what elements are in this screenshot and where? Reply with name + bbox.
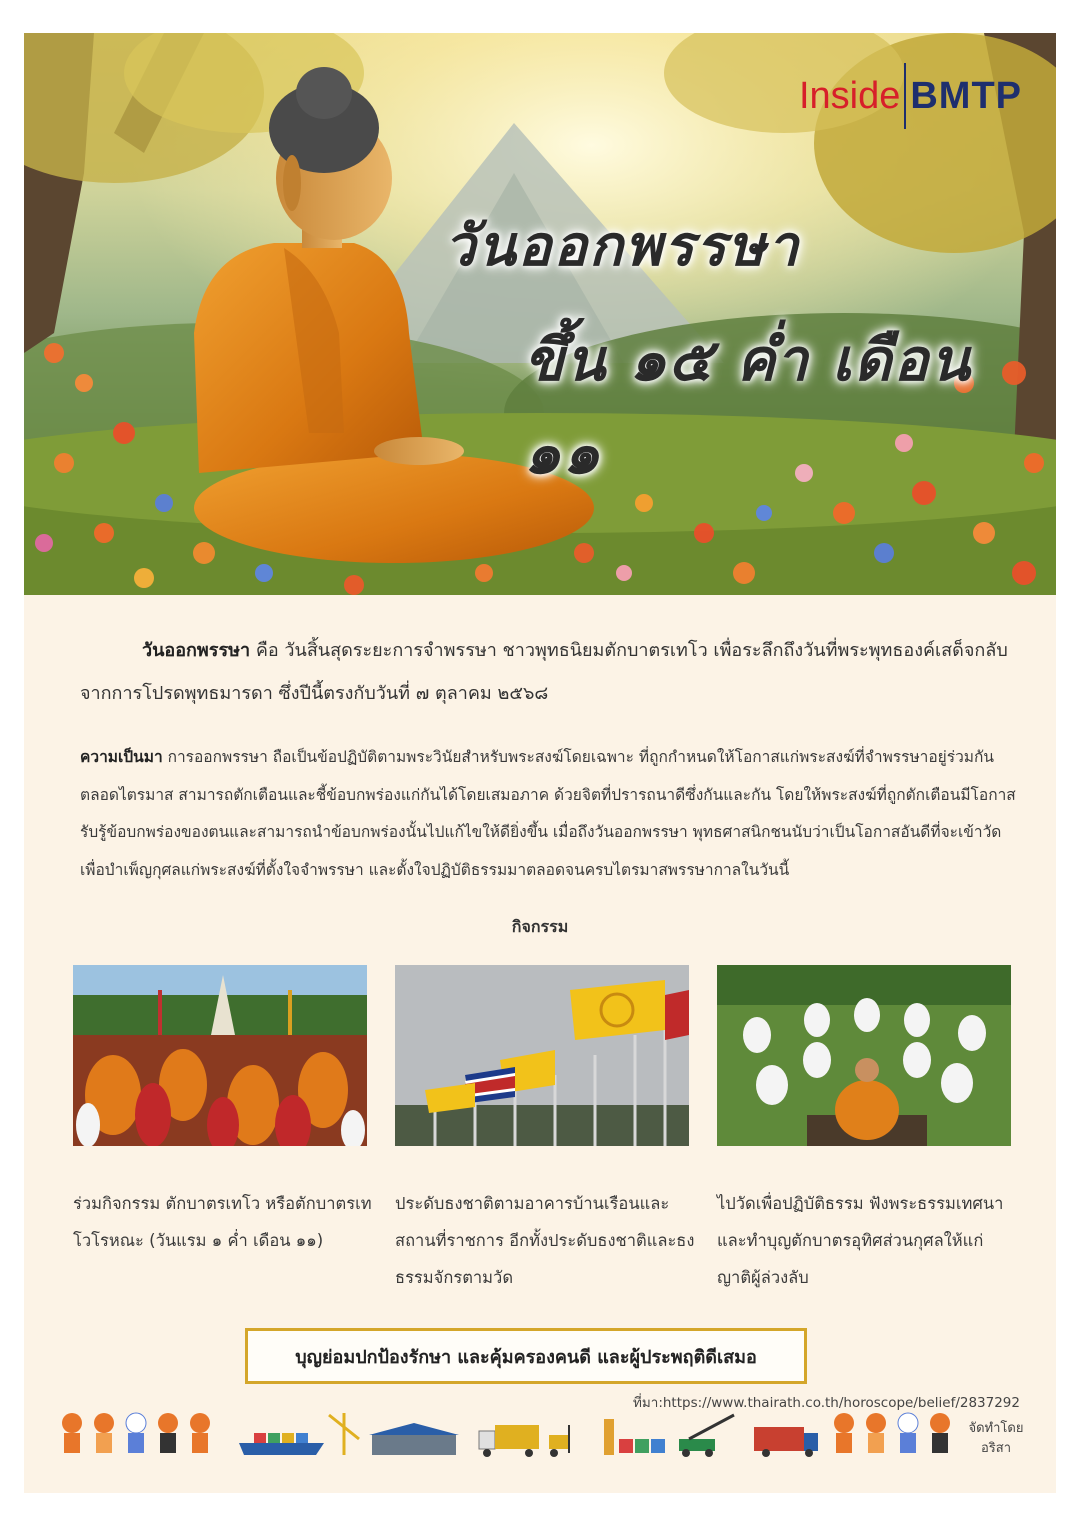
forklift-icon [549, 1425, 569, 1457]
activity-caption-alms-giving: ร่วมกิจกรรม ตักบาตรเทโว หรือตักบาตรเทโวโรหณะ (วันแรม ๑ ค่ำ เดือน ๑๑) [73, 1194, 372, 1250]
banner [24, 33, 1056, 595]
staff-icons-right [834, 1413, 950, 1453]
activity-caption-flags: ประดับธงชาติตามอาคารบ้านเรือนและสถานที่ราชการ อีกทั้งประดับธงชาติและธงธรรมจักรตามวัด [395, 1194, 695, 1287]
history-label: ความเป็นมา [80, 748, 163, 766]
activity-photo-alms-giving [73, 965, 367, 1146]
credit-label: จัดทำโดย [968, 1421, 1024, 1436]
ship-icon [239, 1433, 324, 1455]
history-text: การออกพรรษา ถือเป็นข้อปฏิบัติตามพระวินัยสำหรับพระสงฆ์โดยเฉพาะ ที่ถูกกำหนดให้โอกาสแก่พระสงฆ์ที่จำพรรษาอยู่ร่วมกันตลอดไตรมาส สามารถตักเตือนและชี้ข้อบกพร่องแก่กันได้โดยเสมอภาค ด้วยจิตที่ปรารถนาดีซึ่งกันและกัน โดยให้พระสงฆ์ที่ถูกตักเตือนมีโอกาสรับรู้ข้อบกพร่องของตนและสามารถนำข้อบกพร่องนั้นไปแก้ไขให้ดียิ่งขึ้น เมื่อถึงวันออกพรรษา พุทธศาสนิกชนนับว่าเป็นโอกาสอันดีที่จะเข้าวัดเพื่อบำเพ็ญกุศลแก่พระสงฆ์ที่ตั้งใจจำพรรษา และตั้งใจปฏิบัติธรรมมาตลอดจนครบไตรมาสพรรษากาลในวันนี้ [80, 748, 1016, 879]
intro-term: วันออกพรรษา [142, 640, 251, 661]
insidebmtp-logo [799, 63, 1022, 129]
intro-text: คือ วันสิ้นสุดระยะการจำพรรษา ชาวพุทธนิยมตักบาตรเทโว เพื่อระลึกถึงวันที่พระพุทธองค์เสด็จกลับจากการโปรดพุทธมารดา ซึ่งปีนี้ตรงกับวันที่ ๗ ตุลาคม ๒๕๖๘ [80, 640, 1008, 704]
crane-icon [329, 1413, 359, 1455]
poster-sheet [24, 33, 1056, 1493]
history-paragraph [80, 739, 1020, 889]
credit-name: อริสา [980, 1441, 1012, 1456]
warehouse-icon [369, 1423, 459, 1455]
reach-stacker-icon [679, 1415, 734, 1457]
logo-inside-text: Inside [798, 75, 901, 117]
source-link[interactable]: ที่มา:https://www.thairath.co.th/horoscope/belief/2837292 [632, 1395, 1020, 1411]
activities-heading: กิจกรรม [511, 917, 569, 936]
activity-photo-flags [395, 965, 689, 1146]
credit [966, 1419, 1026, 1459]
staff-icons-left [62, 1413, 210, 1453]
banner-title: วันออกพรรษา [444, 213, 801, 279]
container-truck-icon [754, 1427, 818, 1457]
logo-divider [904, 63, 906, 129]
blessing-box: บุญย่อมปกป้องรักษา และคุ้มครองคนดี และผู้ประพฤติดีเสมอ [245, 1328, 807, 1384]
banner-subtitle: ขึ้น ๑๕ ค่ำ เดือน ๑๑ [524, 326, 972, 487]
port-container-icon [604, 1419, 665, 1455]
intro-paragraph [80, 629, 1020, 715]
logo-brand-text: BMTP [910, 75, 1022, 117]
footer-illustration-strip [54, 1409, 954, 1459]
truck-icon [479, 1425, 539, 1457]
activity-photo-meditation [717, 965, 1011, 1146]
activity-caption-meditation: ไปวัดเพื่อปฏิบัติธรรม ฟังพระธรรมเทศนา และทำบุญตักบาตรอุทิศส่วนกุศลให้แก่ญาติผู้ล่วงลับ [717, 1194, 1004, 1287]
